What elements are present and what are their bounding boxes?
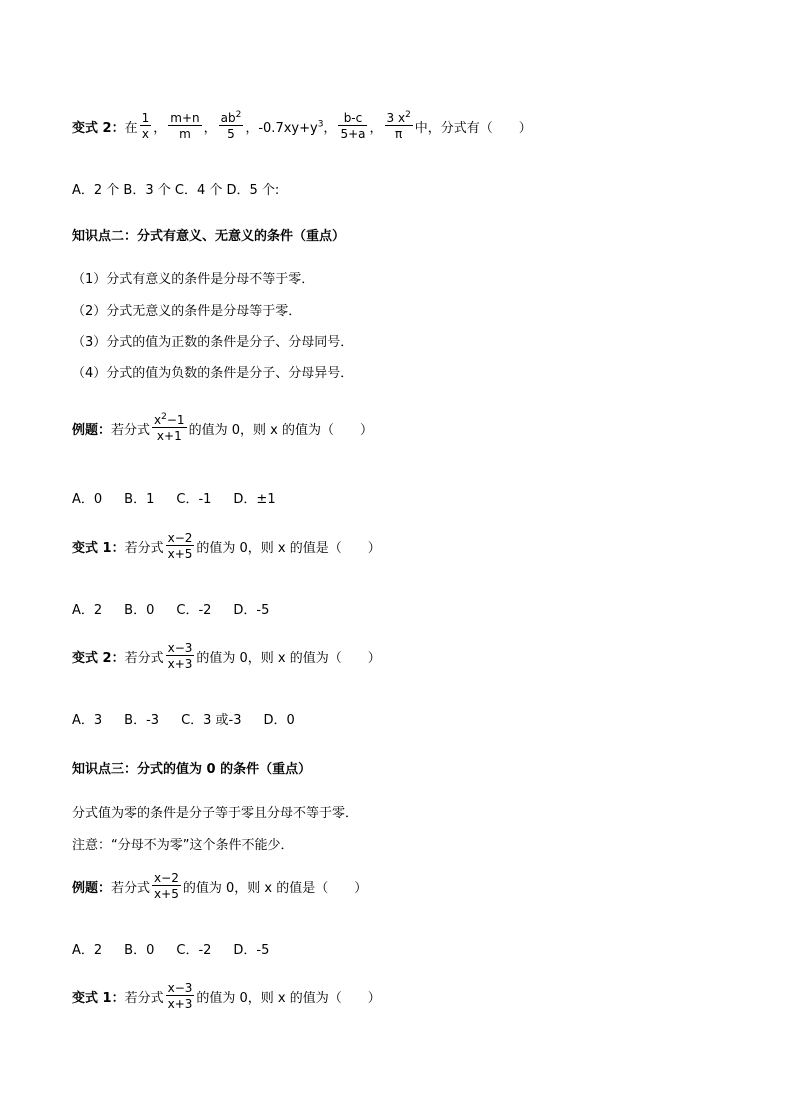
- kp3-rule: 分式值为零的条件是分子等于零且分母不等于零．: [72, 806, 359, 821]
- variant-question-1: 变式 1： 若分式 $\frac{x-2}{x+5}$ 的值为 0，则 x 的值是（ ）: [72, 531, 381, 561]
- question-variant2-fractions: 变式 2： 在 $\frac{1}{x}$ ， $\frac{m+n}{m}$ ， $\frac{ab^2}{5}$ ，$-0.7xy+y^3$ ， $\frac{b-c}{5+a}$ ， $\frac{3 x^2}{\pi}$ 中，分式有（ ）: [72, 110, 532, 141]
- kp2-item-4: （4）分式的值为负数的条件是分子、分母异号．: [72, 366, 354, 381]
- section-title-kp3: 知识点三：分式的值为 0 的条件（重点）: [72, 762, 312, 777]
- polynomial-term: ，$-0.7xy+y^3$: [245, 119, 324, 136]
- kp2-item-1: （1）分式有意义的条件是分母不等于零．: [72, 272, 315, 287]
- answer-options: A．3 B．-3 C．3 或-3 D．0: [72, 713, 295, 728]
- question-label: 变式 2：: [72, 120, 125, 136]
- section-title-kp2: 知识点二：分式有意义、无意义的条件（重点）: [72, 229, 346, 244]
- variant-question-3: 变式 1： 若分式 $\frac{x-3}{x+3}$ 的值为 0，则 x 的值为（ ）: [72, 981, 381, 1011]
- example-question-2: 例题： 若分式 $\frac{x-2}{x+5}$ 的值为 0，则 x 的值是（ ）: [72, 871, 368, 901]
- example-question-1: 例题： 若分式 $\frac{x^2-1}{x+1}$ 的值为 0，则 x 的值为（ ）: [72, 412, 373, 443]
- fraction-1: $\frac{1}{x}$: [141, 111, 150, 141]
- fraction: $\frac{x-2}{x+5}$: [167, 531, 193, 561]
- fraction-3: $\frac{ab^2}{5}$: [220, 110, 242, 141]
- kp3-note: 注意：“分母不为零”这个条件不能少．: [72, 838, 294, 853]
- variant-question-2: 变式 2： 若分式 $\frac{x-3}{x+3}$ 的值为 0，则 x 的值为（ ）: [72, 641, 381, 671]
- answer-options: A．2 B．0 C．-2 D．-5: [72, 603, 270, 618]
- fraction: $\frac{x-2}{x+5}$: [154, 871, 179, 901]
- fraction-5: $\frac{3 x^2}{\pi}$: [386, 110, 411, 141]
- question-text: 在: [124, 120, 138, 136]
- fraction-4: $\frac{b-c}{5+a}$: [340, 111, 366, 141]
- fraction: $\frac{x^2-1}{x+1}$: [154, 412, 185, 443]
- fraction-2: $\frac{m+n}{m}$: [170, 111, 200, 141]
- fraction: $\frac{x-3}{x+3}$: [167, 981, 193, 1011]
- answer-options: A．2 个 B．3 个 C．4 个 D．5 个:: [72, 183, 280, 198]
- kp2-item-3: （3）分式的值为正数的条件是分子、分母同号．: [72, 335, 354, 350]
- answer-options: A．0 B．1 C．-1 D．±1: [72, 492, 276, 507]
- kp2-item-2: （2）分式无意义的条件是分母等于零．: [72, 304, 302, 319]
- fraction: $\frac{x-3}{x+3}$: [167, 641, 193, 671]
- answer-options: A．2 B．0 C．-2 D．-5: [72, 943, 270, 958]
